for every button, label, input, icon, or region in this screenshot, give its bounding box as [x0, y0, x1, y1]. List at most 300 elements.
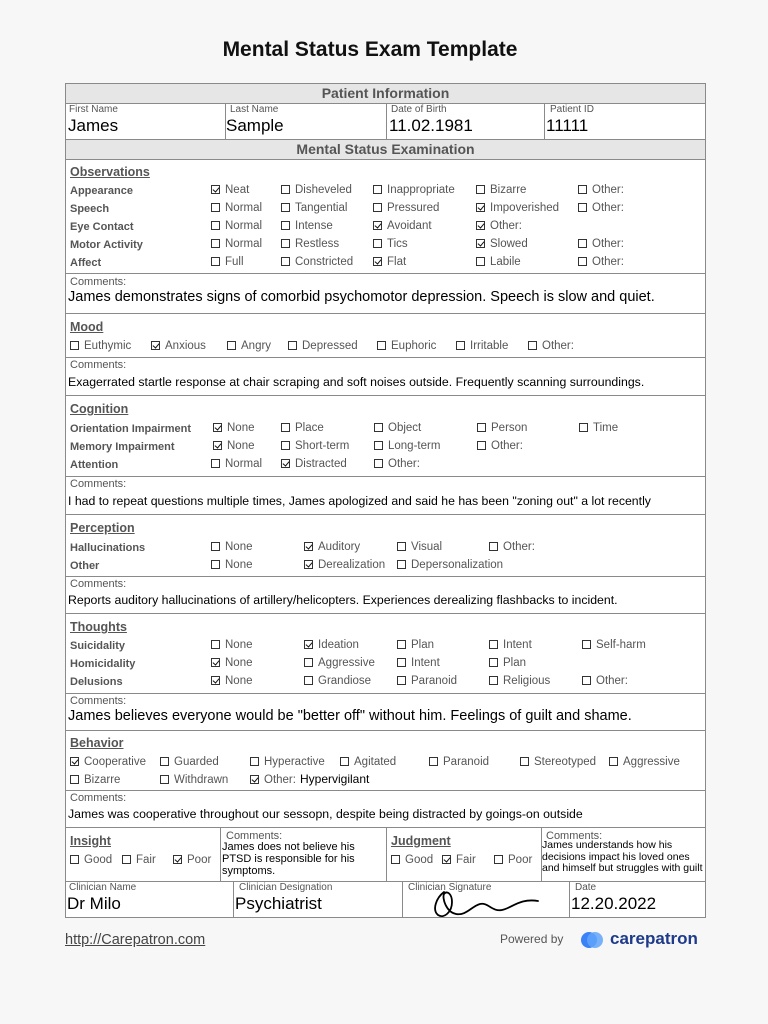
insight-option-good[interactable]	[70, 854, 112, 866]
option-label: Other:	[542, 340, 574, 352]
checkbox-icon[interactable]	[476, 221, 485, 230]
judgment-option-fair[interactable]	[442, 854, 476, 866]
cognition-orientation-impairment-option-none[interactable]	[213, 422, 255, 434]
mood-comment[interactable]: Exagerrated startle response at chair scraping and soft noises outside. Frequently scanning surroundings.	[68, 375, 645, 389]
observations-eye-contact-option-other[interactable]	[476, 220, 522, 232]
option-label: Normal	[225, 458, 263, 470]
mood-title: Mood	[70, 320, 104, 334]
perception-comment[interactable]: Reports auditory hallucinations of artillery/helicopters. Experiences derealizing flashbacks to incident.	[68, 593, 618, 607]
checkbox-icon[interactable]	[304, 676, 313, 685]
cognition-memory-impairment-option-short-term[interactable]	[281, 440, 349, 452]
option-label: Plan	[503, 657, 527, 669]
option-label: Intense	[295, 220, 333, 232]
behavior-option-guarded[interactable]	[160, 756, 219, 768]
option-label: None	[225, 639, 253, 651]
judgment-option-good[interactable]	[391, 854, 433, 866]
cognition-row-label: Memory Impairment	[70, 441, 175, 453]
thoughts-homicidality-option-none[interactable]	[211, 657, 253, 669]
checkbox-icon[interactable]	[281, 459, 290, 468]
checkbox-icon[interactable]	[429, 757, 438, 766]
checkbox-icon[interactable]	[281, 239, 290, 248]
observations-speech-option-impoverished[interactable]	[476, 202, 559, 214]
checkbox-icon[interactable]	[397, 560, 406, 569]
checkbox-icon[interactable]	[476, 239, 485, 248]
patient-info-header: Patient Information	[66, 84, 705, 104]
checkbox-icon[interactable]	[477, 423, 486, 432]
page-title: Mental Status Exam Template	[222, 38, 518, 61]
thoughts-homicidality-option-aggressive[interactable]	[304, 657, 375, 669]
option-label: Auditory	[318, 541, 361, 553]
dob-label: Date of Birth	[391, 104, 447, 115]
checkbox-icon[interactable]	[211, 203, 220, 212]
observations-speech-option-tangential[interactable]	[281, 202, 347, 214]
observations-affect-option-flat[interactable]	[373, 256, 406, 268]
option-label: Paranoid	[411, 675, 458, 687]
thoughts-title: Thoughts	[70, 620, 127, 634]
option-label: Other:	[388, 458, 420, 470]
perception-row-label: Other	[70, 560, 100, 572]
option-label: Inappropriate	[387, 184, 455, 196]
option-label: Stereotyped	[534, 756, 597, 768]
option-label: Cooperative	[84, 756, 147, 768]
thoughts-homicidality-option-plan[interactable]	[489, 657, 526, 669]
checkbox-icon[interactable]	[70, 775, 79, 784]
mood-option-other[interactable]	[528, 340, 574, 352]
option-label: None	[227, 440, 255, 452]
behavior-comments-label: Comments:	[70, 792, 127, 804]
option-label: Other:	[503, 541, 535, 553]
mood-option-irritable[interactable]	[456, 340, 508, 352]
checkbox-icon[interactable]	[373, 257, 382, 266]
option-label: Self-harm	[596, 639, 646, 651]
cognition-orientation-impairment-option-place[interactable]	[281, 422, 324, 434]
option-label: Other:	[592, 238, 624, 250]
observations-eye-contact-option-normal[interactable]	[211, 220, 262, 232]
carepatron-brand: carepatron	[610, 929, 698, 948]
option-label: Constricted	[295, 256, 354, 268]
option-label: Fair	[136, 854, 156, 866]
checkbox-icon[interactable]	[211, 658, 220, 667]
option-label: Religious	[503, 675, 551, 687]
checkbox-icon[interactable]	[281, 257, 290, 266]
cognition-row-label: Attention	[70, 459, 119, 471]
observations-speech-option-other[interactable]	[578, 202, 624, 214]
option-label: Other:	[264, 774, 296, 786]
thoughts-suicidality-option-plan[interactable]	[397, 639, 434, 651]
perception-hallucinations-option-visual[interactable]	[397, 541, 442, 553]
option-label: Pressured	[387, 202, 440, 214]
checkbox-icon[interactable]	[70, 341, 79, 350]
cognition-orientation-impairment-option-time[interactable]	[579, 422, 618, 434]
first-name-label: First Name	[69, 104, 118, 115]
checkbox-icon[interactable]	[578, 239, 587, 248]
thoughts-comment[interactable]: James believes everyone would be "better off" without him. Feelings of guilt and shame.	[68, 708, 632, 724]
option-label: Other:	[491, 440, 523, 452]
date-value[interactable]: 12.20.2022	[571, 894, 657, 913]
option-label: Labile	[490, 256, 521, 268]
dob-value[interactable]: 11.02.1981	[389, 116, 473, 135]
checkbox-icon[interactable]	[304, 560, 313, 569]
option-label: Euthymic	[84, 340, 132, 352]
carepatron-link[interactable]: http://Carepatron.com	[65, 932, 206, 948]
checkbox-icon[interactable]	[160, 757, 169, 766]
option-label: Aggressive	[318, 657, 375, 669]
option-label: Ideation	[318, 639, 359, 651]
observations-appearance-option-neat[interactable]	[211, 184, 249, 196]
observations-motor-activity-option-normal[interactable]	[211, 238, 262, 250]
option-label: None	[225, 675, 253, 687]
observations-affect-option-full[interactable]	[211, 256, 244, 268]
observations-motor-activity-option-slowed[interactable]	[476, 238, 528, 250]
option-label: Intent	[411, 657, 440, 669]
option-label: Long-term	[388, 440, 441, 452]
cognition-comment[interactable]: I had to repeat questions multiple times, James apologized and said he has been "zoning out" a lot recently	[68, 494, 651, 508]
checkbox-icon[interactable]	[211, 560, 220, 569]
observations-appearance-option-inappropriate[interactable]	[373, 184, 455, 196]
checkbox-icon[interactable]	[528, 341, 537, 350]
checkbox-icon[interactable]	[489, 676, 498, 685]
mood-option-anxious[interactable]	[151, 340, 206, 352]
checkbox-icon[interactable]	[281, 221, 290, 230]
last-name-label: Last Name	[230, 104, 279, 115]
thoughts-delusions-option-other[interactable]	[582, 675, 628, 687]
clinician-name-value[interactable]: Dr Milo	[67, 894, 121, 913]
observations-motor-activity-option-other[interactable]	[578, 238, 624, 250]
cognition-orientation-impairment-option-object[interactable]	[374, 422, 421, 434]
powered-by-text: Powered by	[500, 932, 564, 946]
cognition-memory-impairment-option-none[interactable]	[213, 440, 255, 452]
option-label: Fair	[456, 854, 476, 866]
option-label: Bizarre	[490, 184, 527, 196]
judgment-title: Judgment	[391, 834, 451, 848]
option-label: Bizarre	[84, 774, 121, 786]
behavior-option-cooperative[interactable]	[70, 756, 146, 768]
behavior-option-aggressive[interactable]	[609, 756, 680, 768]
observations-affect-option-other[interactable]	[578, 256, 624, 268]
option-label: Tics	[387, 238, 408, 250]
thoughts-row-label: Delusions	[70, 676, 123, 688]
behavior-option-paranoid[interactable]	[429, 756, 489, 768]
checkbox-icon[interactable]	[211, 185, 220, 194]
observations-motor-activity-option-restless[interactable]	[281, 238, 339, 250]
cognition-memory-impairment-option-long-term[interactable]	[374, 440, 440, 452]
option-label: Aggressive	[623, 756, 680, 768]
mood-comments-label: Comments:	[70, 359, 127, 371]
checkbox-icon[interactable]	[70, 855, 79, 864]
cognition-attention-option-distracted[interactable]	[281, 458, 347, 470]
insight-title: Insight	[70, 834, 111, 848]
mse-form	[65, 83, 706, 918]
checkbox-icon[interactable]	[397, 658, 406, 667]
thoughts-suicidality-option-intent[interactable]	[489, 639, 532, 651]
judgment-comments-label: Comments:	[546, 830, 603, 842]
cognition-memory-impairment-option-other[interactable]	[477, 440, 523, 452]
observations-appearance-option-disheveled[interactable]	[281, 184, 352, 196]
first-name-value[interactable]: James	[68, 116, 119, 135]
checkbox-icon[interactable]	[374, 441, 383, 450]
checkbox-icon[interactable]	[160, 775, 169, 784]
date-label: Date	[575, 882, 597, 893]
checkbox-icon[interactable]	[281, 423, 290, 432]
checkbox-icon[interactable]	[397, 640, 406, 649]
option-label: Person	[491, 422, 528, 434]
checkbox-icon[interactable]	[609, 757, 618, 766]
thoughts-delusions-option-religious[interactable]	[489, 675, 550, 687]
clinician-designation-label: Clinician Designation	[239, 882, 333, 893]
insight-option-fair[interactable]	[122, 854, 156, 866]
checkbox-icon[interactable]	[213, 423, 222, 432]
checkbox-icon[interactable]	[211, 221, 220, 230]
checkbox-icon[interactable]	[489, 640, 498, 649]
option-label: Derealization	[318, 559, 386, 571]
checkbox-icon[interactable]	[374, 423, 383, 432]
judgment-comment[interactable]: James understands how his decisions impact his loved ones and himself but struggles with guilt	[542, 839, 703, 874]
option-label: Normal	[225, 202, 263, 214]
observations-comment[interactable]: James demonstrates signs of comorbid psychomotor depression. Speech is slow and quiet.	[68, 289, 655, 305]
checkbox-icon[interactable]	[151, 341, 160, 350]
option-label: Angry	[241, 340, 272, 352]
option-label: Poor	[187, 854, 212, 866]
thoughts-suicidality-option-self-harm[interactable]	[582, 639, 646, 651]
checkbox-icon[interactable]	[442, 855, 451, 864]
mood-option-euthymic[interactable]	[70, 340, 131, 352]
checkbox-icon[interactable]	[227, 341, 236, 350]
behavior-option-hyperactive[interactable]	[250, 756, 325, 768]
checkbox-icon[interactable]	[281, 185, 290, 194]
mood-option-euphoric[interactable]	[377, 340, 436, 352]
observations-speech-option-pressured[interactable]	[373, 202, 439, 214]
observations-row-label: Appearance	[70, 185, 133, 197]
checkbox-icon[interactable]	[578, 257, 587, 266]
checkbox-icon[interactable]	[373, 221, 382, 230]
insight-comment[interactable]: James does not believe his PTSD is responsible for his symptoms.	[222, 841, 355, 877]
checkbox-icon[interactable]	[304, 658, 313, 667]
clinician-signature-label: Clinician Signature	[408, 882, 492, 893]
behavior-option-other[interactable]	[250, 774, 296, 786]
option-label: Time	[593, 422, 619, 434]
checkbox-icon[interactable]	[211, 640, 220, 649]
checkbox-icon[interactable]	[304, 542, 313, 551]
thoughts-row-label: Homicidality	[70, 658, 136, 670]
checkbox-icon[interactable]	[578, 185, 587, 194]
option-label: Plan	[411, 639, 435, 651]
option-label: Good	[405, 854, 434, 866]
signature-image	[426, 884, 546, 920]
observations-appearance-option-other[interactable]	[578, 184, 624, 196]
option-label: Visual	[411, 541, 443, 553]
checkbox-icon[interactable]	[211, 676, 220, 685]
observations-eye-contact-option-intense[interactable]	[281, 220, 333, 232]
option-label: Good	[84, 854, 113, 866]
clinician-name-label: Clinician Name	[69, 882, 137, 893]
checkbox-icon[interactable]	[211, 542, 220, 551]
patient-id-label: Patient ID	[550, 104, 594, 115]
checkbox-icon[interactable]	[340, 757, 349, 766]
thoughts-row-label: Suicidality	[70, 640, 126, 652]
option-label: Slowed	[490, 238, 528, 250]
checkbox-icon[interactable]	[397, 542, 406, 551]
checkbox-icon[interactable]	[456, 341, 465, 350]
cognition-attention-option-other[interactable]	[374, 458, 420, 470]
checkbox-icon[interactable]	[281, 203, 290, 212]
checkbox-icon[interactable]	[288, 341, 297, 350]
perception-hallucinations-option-none[interactable]	[211, 541, 253, 553]
option-label: Flat	[387, 256, 407, 268]
thoughts-suicidality-option-ideation[interactable]	[304, 639, 359, 651]
cognition-attention-option-normal[interactable]	[211, 458, 262, 470]
checkbox-icon[interactable]	[489, 658, 498, 667]
option-label: Other:	[592, 256, 624, 268]
checkbox-icon[interactable]	[391, 855, 400, 864]
perception-other-option-derealization[interactable]	[304, 559, 385, 571]
checkbox-icon[interactable]	[477, 441, 486, 450]
option-label: Grandiose	[318, 675, 372, 687]
checkbox-icon[interactable]	[173, 855, 182, 864]
checkbox-icon[interactable]	[250, 757, 259, 766]
option-label: Normal	[225, 220, 263, 232]
checkbox-icon[interactable]	[476, 185, 485, 194]
thoughts-suicidality-option-none[interactable]	[211, 639, 253, 651]
checkbox-icon[interactable]	[373, 185, 382, 194]
option-label: Place	[295, 422, 324, 434]
option-label: None	[227, 422, 255, 434]
option-label: Other:	[592, 184, 624, 196]
observations-title: Observations	[70, 165, 150, 179]
observations-row-label: Motor Activity	[70, 239, 143, 251]
perception-other-option-none[interactable]	[211, 559, 253, 571]
observations-row-label: Speech	[70, 203, 110, 215]
checkbox-icon[interactable]	[397, 676, 406, 685]
option-label: Impoverished	[490, 202, 560, 214]
checkbox-icon[interactable]	[579, 423, 588, 432]
last-name-value[interactable]: Sample	[226, 116, 284, 135]
option-label: Tangential	[295, 202, 348, 214]
observations-row-label: Eye Contact	[70, 221, 134, 233]
option-label: None	[225, 559, 253, 571]
option-label: None	[225, 541, 253, 553]
option-label: Paranoid	[443, 756, 490, 768]
observations-motor-activity-option-tics[interactable]	[373, 238, 408, 250]
checkbox-icon[interactable]	[494, 855, 503, 864]
option-label: Disheveled	[295, 184, 352, 196]
perception-comments-label: Comments:	[70, 578, 127, 590]
checkbox-icon[interactable]	[373, 239, 382, 248]
thoughts-homicidality-option-intent[interactable]	[397, 657, 440, 669]
checkbox-icon[interactable]	[377, 341, 386, 350]
mse-header: Mental Status Examination	[66, 139, 705, 160]
option-label: Anxious	[165, 340, 206, 352]
checkbox-icon[interactable]	[373, 203, 382, 212]
checkbox-icon[interactable]	[122, 855, 131, 864]
checkbox-icon[interactable]	[520, 757, 529, 766]
observations-affect-option-labile[interactable]	[476, 256, 521, 268]
perception-hallucinations-option-auditory[interactable]	[304, 541, 360, 553]
behavior-option-agitated[interactable]	[340, 756, 396, 768]
option-label: Distracted	[295, 458, 347, 470]
checkbox-icon[interactable]	[70, 757, 79, 766]
mood-option-depressed[interactable]	[288, 340, 358, 352]
observations-row-label: Affect	[70, 257, 102, 269]
checkbox-icon[interactable]	[211, 459, 220, 468]
option-label: Withdrawn	[174, 774, 229, 786]
perception-row-label: Hallucinations	[70, 542, 146, 554]
thoughts-delusions-option-grandiose[interactable]	[304, 675, 371, 687]
checkbox-icon[interactable]	[582, 676, 591, 685]
option-label: Depersonalization	[411, 559, 504, 571]
observations-eye-contact-option-avoidant[interactable]	[373, 220, 432, 232]
option-label: Neat	[225, 184, 250, 196]
option-label: Other:	[592, 202, 624, 214]
checkbox-icon[interactable]	[211, 257, 220, 266]
cognition-comments-label: Comments:	[70, 478, 127, 490]
perception-title: Perception	[70, 521, 135, 535]
option-label: Avoidant	[387, 220, 432, 232]
option-label: Euphoric	[391, 340, 437, 352]
observations-affect-option-constricted[interactable]	[281, 256, 353, 268]
checkbox-icon[interactable]	[476, 203, 485, 212]
thoughts-delusions-option-paranoid[interactable]	[397, 675, 457, 687]
behavior-comment[interactable]: James was cooperative throughout our sessopn, despite being distracted by goings-on outside	[68, 807, 583, 821]
perception-hallucinations-option-other[interactable]	[489, 541, 535, 553]
option-label: None	[225, 657, 253, 669]
insight-option-poor[interactable]	[173, 854, 211, 866]
cognition-row-label: Orientation Impairment	[70, 423, 192, 435]
observations-speech-option-normal[interactable]	[211, 202, 262, 214]
option-label: Normal	[225, 238, 263, 250]
checkbox-icon[interactable]	[476, 257, 485, 266]
option-label: Intent	[503, 639, 532, 651]
clinician-designation-value[interactable]: Psychiatrist	[235, 894, 322, 913]
checkbox-icon[interactable]	[211, 239, 220, 248]
checkbox-icon[interactable]	[489, 542, 498, 551]
insight-comments-label: Comments:	[226, 830, 283, 842]
behavior-other-value[interactable]: Hypervigilant	[300, 772, 370, 786]
judgment-option-poor[interactable]	[494, 854, 532, 866]
thoughts-delusions-option-none[interactable]	[211, 675, 253, 687]
checkbox-icon[interactable]	[578, 203, 587, 212]
option-label: Hyperactive	[264, 756, 325, 768]
option-label: Other:	[596, 675, 628, 687]
option-label: Object	[388, 422, 422, 434]
option-label: Poor	[508, 854, 533, 866]
thoughts-comments-label: Comments:	[70, 695, 127, 707]
checkbox-icon[interactable]	[582, 640, 591, 649]
cognition-orientation-impairment-option-person[interactable]	[477, 422, 527, 434]
mood-option-angry[interactable]	[227, 340, 271, 352]
checkbox-icon[interactable]	[250, 775, 259, 784]
checkbox-icon[interactable]	[213, 441, 222, 450]
option-label: Guarded	[174, 756, 219, 768]
option-label: Short-term	[295, 440, 350, 452]
carepatron-logo-icon	[580, 928, 604, 952]
checkbox-icon[interactable]	[281, 441, 290, 450]
patient-id-value[interactable]: 11111	[546, 116, 589, 135]
behavior-title: Behavior	[70, 736, 124, 750]
option-label: Depressed	[302, 340, 358, 352]
observations-comments-label: Comments:	[70, 276, 127, 288]
behavior-option-stereotyped[interactable]	[520, 756, 596, 768]
perception-other-option-depersonalization[interactable]	[397, 559, 503, 571]
option-label: Irritable	[470, 340, 509, 352]
observations-appearance-option-bizarre[interactable]	[476, 184, 526, 196]
option-label: Full	[225, 256, 244, 268]
checkbox-icon[interactable]	[304, 640, 313, 649]
behavior-option-bizarre[interactable]	[70, 774, 120, 786]
checkbox-icon[interactable]	[374, 459, 383, 468]
option-label: Agitated	[354, 756, 397, 768]
behavior-option-withdrawn[interactable]	[160, 774, 228, 786]
cognition-title: Cognition	[70, 402, 129, 416]
